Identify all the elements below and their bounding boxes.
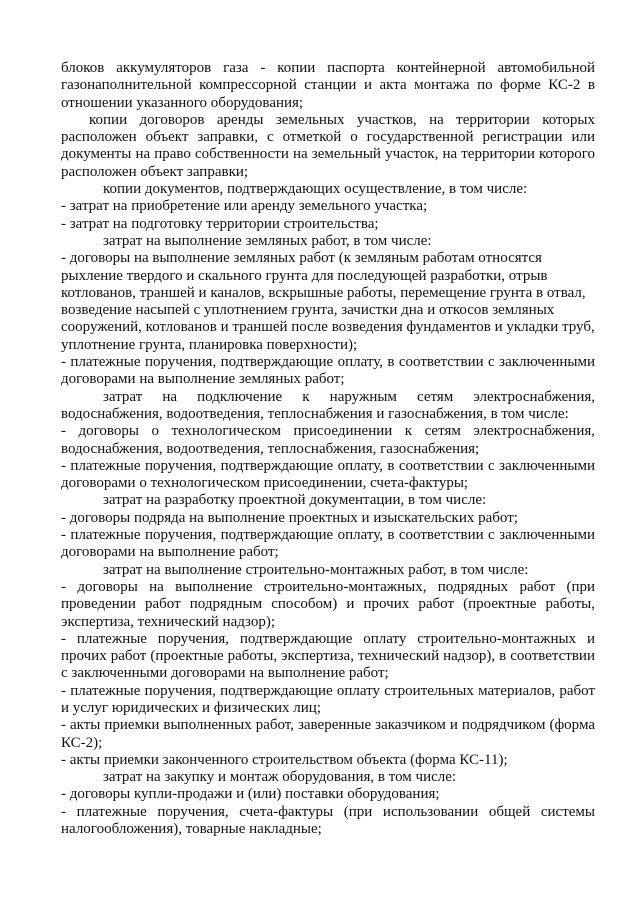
paragraph-earthworks: затрат на выполнение земляных работ, в том числе: (103, 232, 432, 249)
list-item-connection-payments: - платежные поручения, подтверждающие оплату, в соответствии с заключенными договорами о технологическом присоединении, счета-фактуры; (61, 457, 595, 492)
list-item-site-preparation: - затрат на подготовку территории строительства; (61, 215, 379, 232)
list-item-materials-payments: - платежные поручения, подтверждающие оплату строительных материалов, работ и услуг юридических и физических лиц; (61, 682, 595, 716)
list-item-land-acquisition: - затрат на приобретение или аренду земельного участка; (61, 198, 428, 215)
list-item-construction-payments: - платежные поручения, подтверждающие оплату строительно-монтажных и прочих работ (проектные работы, экспертиза, технический надзор), в соответствии с заключенными договорами на выполнение работ; (61, 630, 595, 682)
paragraph-expense-documents: копии документов, подтверждающих осуществление, в том числе: (103, 181, 528, 198)
list-item-earthworks-contracts: - договоры на выполнение земляных работ (к земляным работам относятся рыхление твердого и скального грунта для последующей разработки, отрыв котлованов, траншей и каналов, вскрышные работы, перемещение грунта в отвал, возведение насыпей с уплотнением грунта, зачистки дна и откосов земляных сооружений, котлованов и траншей после возведения фундаментов и укладки труб, уплотнение грунта, планировка поверхности); (61, 250, 595, 353)
paragraph-utility-connection: затрат на подключение к наружным сетям электроснабжения, водоснабжения, водоотведения, теплоснабжения и газоснабжения, в том числе: (61, 388, 595, 422)
list-item-equipment-contracts: - договоры купли-продажи и (или) поставки оборудования; (61, 786, 440, 803)
document-page (61, 60, 595, 838)
list-item-ks2-acts: - акты приемки выполненных работ, заверенные заказчиком и подрядчиком (форма КС-2); (61, 717, 595, 751)
list-item-design-contracts: - договоры подряда на выполнение проектных и изыскательских работ; (61, 509, 518, 526)
paragraph-land-lease: копии договоров аренды земельных участков, на территории которых расположен объект заправки, с отметкой о государственной регистрации или документы на право собственности на земельный участок, на территории которого расположен объект заправки; (61, 111, 595, 180)
paragraph-design-documentation: затрат на разработку проектной документации, в том числе: (103, 492, 487, 509)
paragraph-construction-works: затрат на выполнение строительно-монтажных работ, в том числе: (103, 561, 529, 578)
list-item-equipment-payments: - платежные поручения, счета-фактуры (при использовании общей системы налогообложения), товарные накладные; (61, 803, 595, 838)
list-item-earthworks-payments: - платежные поручения, подтверждающие оплату, в соответствии с заключенными договорами на выполнение земляных работ; (61, 354, 595, 388)
list-item-construction-contracts: - договоры на выполнение строительно-монтажных, подрядных работ (при проведении работ подрядным способом) и прочих работ (проектные работы, экспертиза, технический надзор); (61, 578, 595, 630)
list-item-design-payments: - платежные поручения, подтверждающие оплату, в соответствии с заключенными договорами на выполнение работ; (61, 527, 595, 561)
list-item-ks11-acts: - акты приемки законченного строительством объекта (форма КС-11); (61, 751, 508, 768)
paragraph-equipment: затрат на закупку и монтаж оборудования, в том числе: (103, 769, 457, 786)
paragraph-gas-cylinders: блоков аккумуляторов газа - копии паспорта контейнерной автомобильной газонаполнительной компрессорной станции и акта монтажа по форме КС-2 в отношении указанного оборудования; (61, 60, 595, 111)
list-item-connection-contracts: - договоры о технологическом присоединении к сетям электроснабжения, водоснабжения, водоотведения, теплоснабжения, газоснабжения; (61, 423, 595, 457)
